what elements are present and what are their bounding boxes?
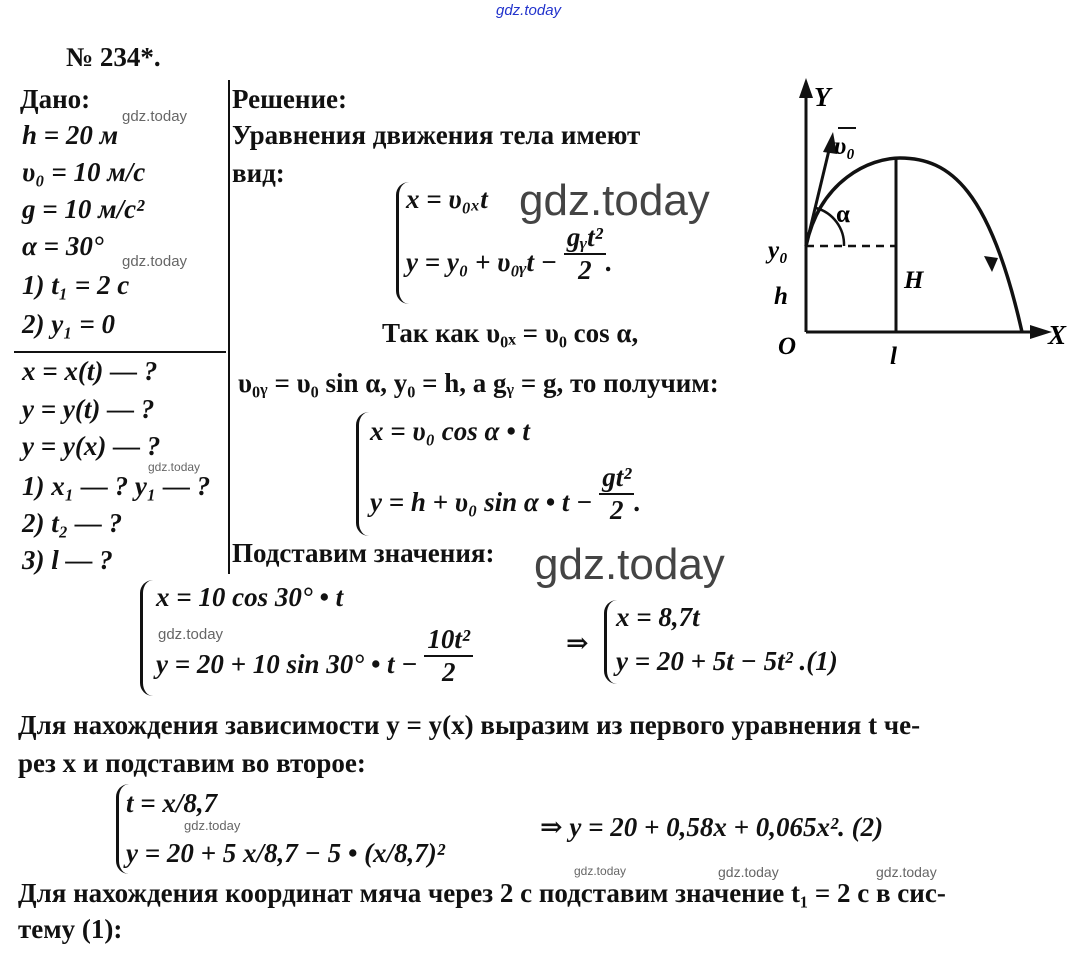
solution-text: Подставим значения: bbox=[232, 538, 495, 568]
trajectory-arrow bbox=[984, 256, 998, 272]
given-item: 2) y₁ = 0 bbox=[22, 309, 116, 339]
watermark-small: gdz.today bbox=[718, 864, 779, 880]
fraction-numerator: 10t² bbox=[424, 624, 473, 657]
equation-part: . bbox=[605, 247, 613, 278]
equation: x = υ₀ cos α • t bbox=[370, 416, 530, 446]
paragraph-line: рез x и подставим во второе: bbox=[18, 748, 366, 778]
equation: x = υ₀ₓt bbox=[406, 184, 488, 214]
equation-result: ⇒ y = 20 + 0,58x + 0,065x². (2) bbox=[540, 812, 884, 842]
equation-part: y = 20 + 10 sin 30° • t − bbox=[156, 649, 418, 680]
find-item: 2) t₂ — ? bbox=[22, 508, 123, 538]
watermark-large: gdz.today bbox=[519, 176, 710, 225]
fraction-denominator: 2 bbox=[578, 255, 592, 285]
h-label: h bbox=[774, 283, 788, 310]
x-axis-label: X bbox=[1048, 320, 1067, 350]
solution-text: вид: bbox=[232, 158, 285, 188]
y-axis-arrowhead bbox=[799, 78, 813, 98]
given-heading: Дано: bbox=[20, 84, 91, 114]
l-label: l bbox=[890, 343, 897, 370]
origin-label: O bbox=[778, 333, 797, 360]
equation-part: y = h + υ₀ sin α • t − bbox=[370, 487, 593, 518]
given-item: h = 20 м bbox=[22, 120, 119, 150]
watermark-top: gdz.today bbox=[496, 2, 562, 19]
find-item: 1) x₁ — ? y₁ — ? bbox=[22, 471, 211, 501]
solution-text: Так как υ₀ₓ = υ₀ cos α, bbox=[382, 318, 639, 348]
paragraph-line: Для нахождения зависимости y = y(x) выразим из первого уравнения t че- bbox=[18, 710, 921, 740]
given-item: υ₀ = 10 м/с bbox=[22, 157, 146, 187]
equation: y = 20 + 5t − 5t² .(1) bbox=[616, 646, 838, 676]
paragraph-line: тему (1): bbox=[18, 914, 123, 944]
system-brace bbox=[356, 412, 369, 536]
solution-text: Уравнения движения тела имеют bbox=[232, 120, 641, 150]
given-item: 1) t₁ = 2 с bbox=[22, 270, 130, 300]
equation bbox=[370, 462, 642, 526]
find-item: y = y(x) — ? bbox=[22, 431, 161, 461]
watermark-large: gdz.today bbox=[534, 540, 725, 589]
equation bbox=[406, 222, 613, 286]
watermark-small: gdz.today bbox=[122, 253, 188, 270]
paragraph-line: Для нахождения координат мяча через 2 с подставим значение t₁ = 2 с в сис- bbox=[18, 878, 946, 908]
fraction bbox=[424, 624, 473, 688]
given-item: α = 30° bbox=[22, 231, 104, 261]
find-item: x = x(t) — ? bbox=[22, 356, 158, 386]
find-item: y = y(t) — ? bbox=[22, 394, 155, 424]
alpha-label: α bbox=[836, 201, 850, 228]
solution-heading: Решение: bbox=[232, 84, 347, 114]
fraction bbox=[599, 462, 634, 526]
watermark-small: gdz.today bbox=[122, 108, 188, 125]
fraction-numerator: gt² bbox=[599, 462, 634, 495]
fraction-denominator: 2 bbox=[441, 657, 456, 687]
fraction-denominator: 2 bbox=[609, 495, 624, 525]
system-brace bbox=[140, 580, 153, 696]
watermark-small: gdz.today bbox=[148, 460, 201, 474]
H-label: H bbox=[904, 267, 924, 294]
watermark-small: gdz.today bbox=[184, 818, 241, 833]
equation-part: . bbox=[634, 487, 642, 518]
solution-text: υ₀ᵧ = υ₀ sin α, y₀ = h, а gᵧ = g, то получим: bbox=[238, 368, 719, 398]
watermark-small: gdz.today bbox=[158, 626, 224, 643]
equation-part: y = y₀ + υ₀ᵧt − bbox=[406, 247, 558, 278]
trajectory-diagram bbox=[760, 70, 1080, 370]
given-divider bbox=[14, 351, 226, 353]
equation: t = x/8,7 bbox=[126, 788, 218, 818]
v0-label: υ₀ bbox=[834, 133, 855, 160]
given-item: g = 10 м/с² bbox=[22, 194, 145, 224]
equation: y = 20 + 5 x/8,7 − 5 • (x/8,7)² bbox=[126, 838, 445, 868]
watermark-small: gdz.today bbox=[574, 864, 627, 878]
y-axis-label: Y bbox=[814, 82, 831, 112]
watermark-small: gdz.today bbox=[876, 864, 937, 880]
implies-arrow: ⇒ bbox=[566, 628, 589, 658]
y0-label: y₀ bbox=[768, 237, 788, 264]
find-item: 3) l — ? bbox=[22, 545, 113, 575]
fraction bbox=[564, 222, 606, 286]
given-vertical-divider bbox=[228, 80, 230, 574]
equation: x = 8,7t bbox=[616, 602, 700, 632]
fraction-numerator: gᵧt² bbox=[564, 222, 606, 255]
equation: x = 10 cos 30° • t bbox=[156, 582, 344, 612]
problem-number: № 234*. bbox=[66, 42, 161, 72]
